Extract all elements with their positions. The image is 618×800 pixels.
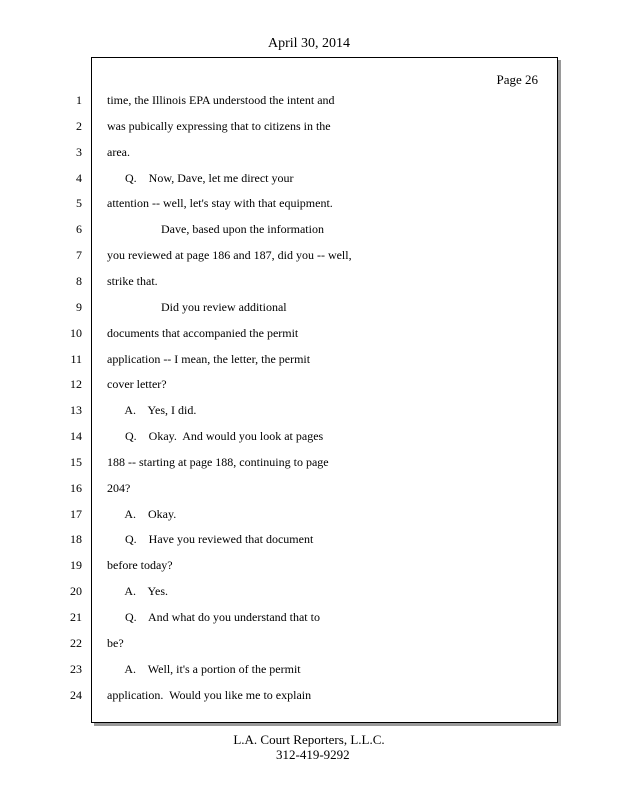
line-text: before today? — [107, 558, 173, 572]
line-number: 3 — [76, 145, 82, 159]
line-text: A. Yes. — [107, 584, 169, 598]
line-number: 4 — [76, 171, 82, 185]
line-number: 9 — [76, 300, 82, 314]
line-number: 8 — [76, 274, 82, 288]
line-number: 19 — [70, 558, 82, 572]
line-text: Q. Have you reviewed that document — [107, 532, 314, 546]
line-number: 24 — [70, 688, 82, 702]
line-number: 11 — [70, 352, 82, 366]
line-number: 16 — [70, 481, 82, 495]
line-number: 23 — [70, 662, 82, 676]
line-text: time, the Illinois EPA understood the intent and — [107, 93, 335, 107]
line-number: 20 — [70, 584, 82, 598]
line-number: 7 — [76, 248, 82, 262]
line-number: 1 — [76, 93, 82, 107]
line-text: 204? — [107, 481, 131, 495]
line-number: 14 — [70, 429, 82, 443]
line-text: A. Well, it's a portion of the permit — [107, 662, 301, 676]
line-text: Did you review additional — [107, 300, 287, 314]
line-text: documents that accompanied the permit — [107, 326, 299, 340]
line-number: 18 — [70, 532, 82, 546]
line-number: 6 — [76, 222, 82, 236]
line-number: 15 — [70, 455, 82, 469]
line-text: 188 -- starting at page 188, continuing to page — [107, 455, 329, 469]
line-number: 5 — [76, 196, 82, 210]
line-text: Q. Now, Dave, let me direct your — [107, 171, 294, 185]
page-number: Page 26 — [496, 72, 538, 87]
line-text: Q. Okay. And would you look at pages — [107, 429, 324, 443]
line-number: 10 — [70, 326, 82, 340]
line-text: Dave, based upon the information — [107, 222, 324, 236]
reporter-company: L.A. Court Reporters, L.L.C. — [233, 732, 385, 747]
line-text: application -- I mean, the letter, the permit — [107, 352, 311, 366]
line-text: A. Yes, I did. — [107, 403, 197, 417]
line-text: attention -- well, let's stay with that equipment. — [107, 196, 333, 210]
line-text: A. Okay. — [107, 507, 177, 521]
line-text: was pubically expressing that to citizens in the — [107, 119, 331, 133]
line-number: 21 — [70, 610, 82, 624]
line-number: 12 — [70, 377, 82, 391]
line-number: 2 — [76, 119, 82, 133]
line-text: cover letter? — [107, 377, 167, 391]
line-number: 22 — [70, 636, 82, 650]
line-text: be? — [107, 636, 124, 650]
line-text: you reviewed at page 186 and 187, did you -- well, — [107, 248, 352, 262]
line-number: 13 — [70, 403, 82, 417]
line-text: Q. And what do you understand that to — [107, 610, 320, 624]
line-text: application. Would you like me to explain — [107, 688, 312, 702]
reporter-phone: 312-419-9292 — [276, 747, 350, 762]
line-text: area. — [107, 145, 130, 159]
line-text: strike that. — [107, 274, 158, 288]
transcript-date: April 30, 2014 — [267, 36, 351, 51]
line-number: 17 — [70, 507, 82, 521]
